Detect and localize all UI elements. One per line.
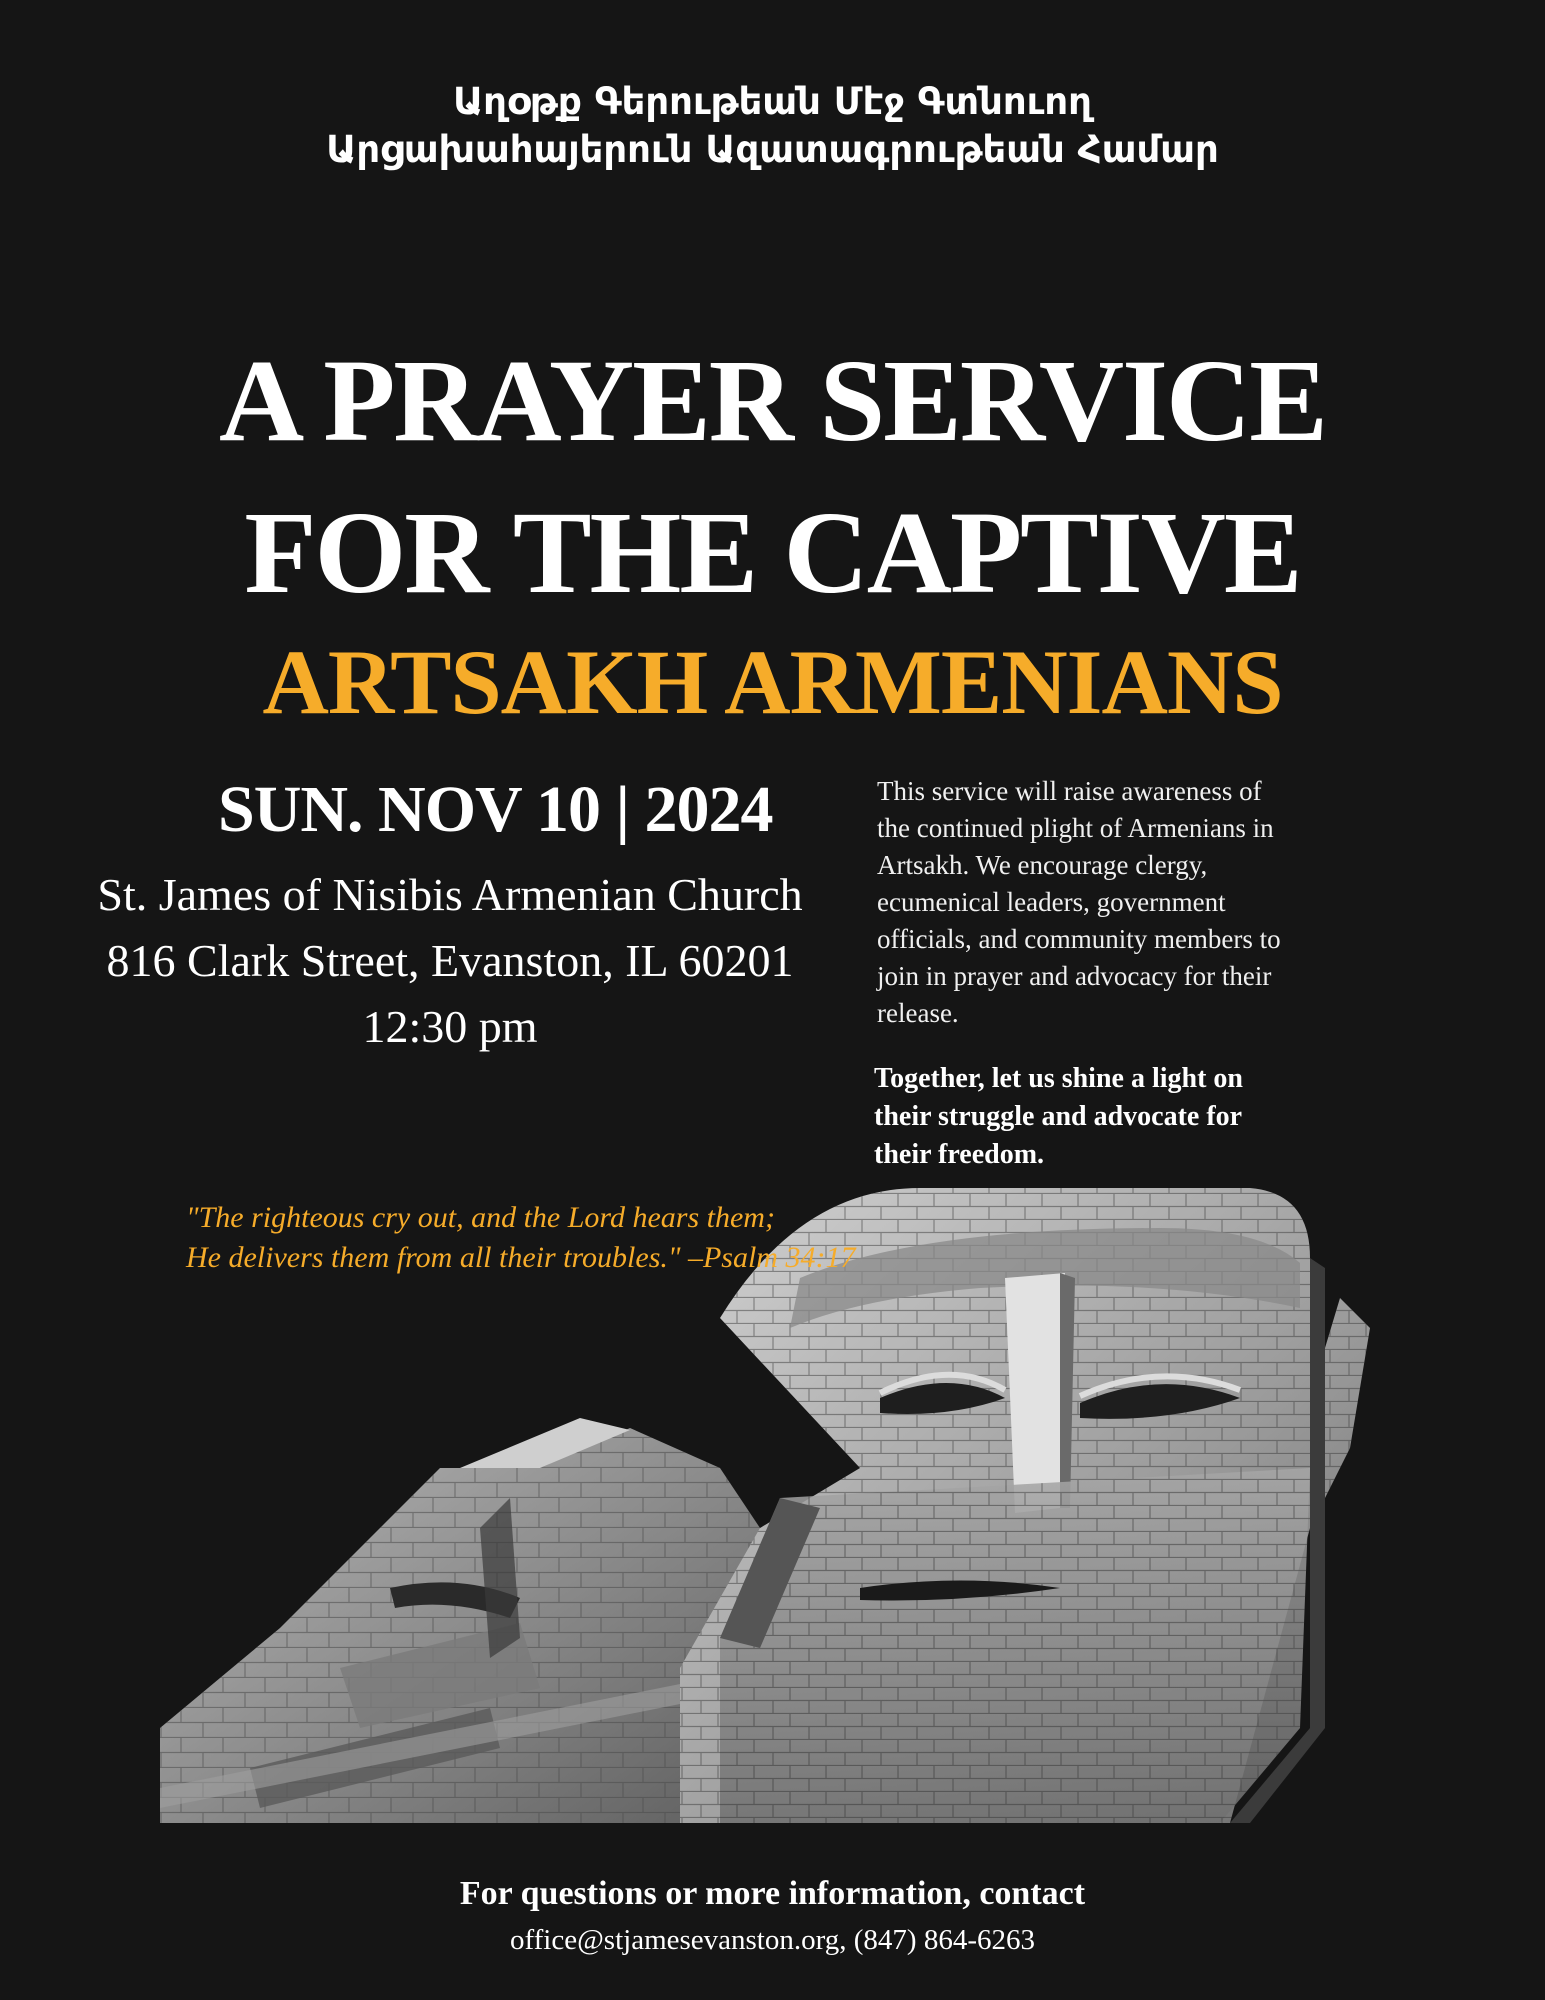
event-description: This service will raise awareness of the continued plight of Armenians in Artsakh. We encourage clergy, ecumenical leaders, government officials, and community members to join in prayer and advocacy for their release. xyxy=(877,776,1281,1028)
page-title xyxy=(0,325,1545,629)
quote-line2: He delivers them from all their troubles." –Psalm 34:17 xyxy=(186,1241,856,1274)
page-subtitle: ARTSAKH ARMENIANS xyxy=(262,631,1283,733)
armenian-heading-line1: Աղօթք Գերութեան Մէջ Գտնուող xyxy=(453,80,1092,123)
psalm-quote xyxy=(186,1198,906,1278)
event-date: SUN. NOV 10 | 2024 xyxy=(218,773,773,846)
event-callout: Together, let us shine a light on their struggle and advocate for their freedom. xyxy=(874,1063,1243,1170)
event-venue xyxy=(30,862,870,1060)
church-name: St. James of Nisibis Armenian Church xyxy=(97,869,803,920)
church-address: 816 Clark Street, Evanston, IL 60201 xyxy=(106,935,794,986)
monument-right-figure xyxy=(680,1188,1370,1823)
armenian-heading xyxy=(0,78,1545,174)
footer-title: For questions or more information, contact xyxy=(459,1875,1086,1912)
armenian-heading-line2: Արցախահայերուն Ազատագրութեան Համար xyxy=(326,128,1219,171)
footer-contact: office@stjamesevanston.org, (847) 864-6263 xyxy=(510,1924,1035,1956)
monument-left-figure xyxy=(160,1418,760,1823)
title-line1: A PRAYER SERVICE xyxy=(219,335,1326,466)
quote-line1: "The righteous cry out, and the Lord hears them; xyxy=(186,1201,775,1234)
title-line2: FOR THE CAPTIVE xyxy=(244,487,1301,618)
event-time: 12:30 pm xyxy=(362,1001,538,1052)
